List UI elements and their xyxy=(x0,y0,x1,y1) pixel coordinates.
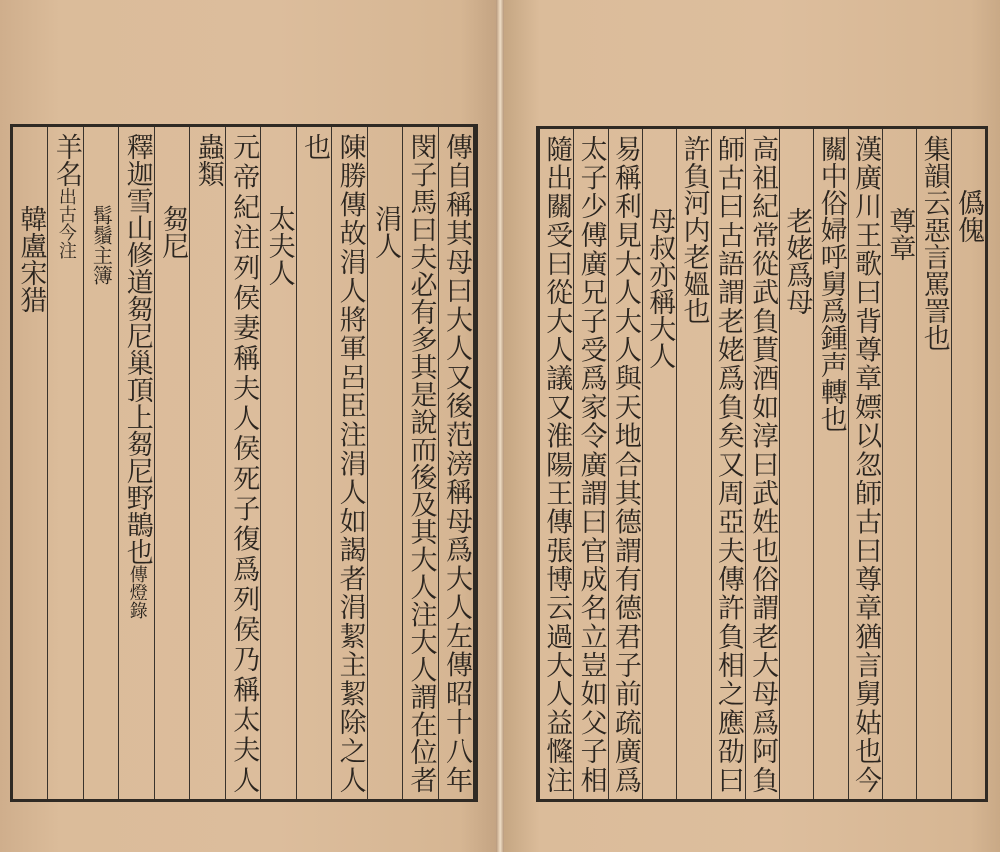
column-text: 蟲類 xyxy=(192,133,224,187)
column-text: 太夫人 xyxy=(263,205,295,286)
column-text: 陳勝傳故涓人將軍呂臣注涓人如謁者涓絜主絜除之人 xyxy=(334,133,366,793)
text-column xyxy=(916,129,950,799)
page-fold xyxy=(496,0,504,852)
column-text: 髯鬚主簿 xyxy=(89,205,114,285)
text-column xyxy=(331,127,366,799)
column-text: 漢廣川王歌曰背尊章嫖以忽師古曰尊章猶言舅姑也今 xyxy=(850,135,882,793)
source-note: 出古今注 xyxy=(55,187,77,259)
column-text: 老姥爲母 xyxy=(781,207,813,315)
column-text: 元帝紀注列侯妻稱夫人侯死子復爲列侯乃稱太夫人 xyxy=(228,133,260,793)
text-column xyxy=(402,127,437,799)
column-text: 許負河内老媼也 xyxy=(678,135,710,324)
entry-heading xyxy=(779,129,813,799)
column-text: 太子少傅廣兄子受爲家令廣謂曰官成名立豈如父子相 xyxy=(575,135,607,793)
text-column xyxy=(813,129,847,799)
column-text: 易稱利見大人大人與天地合其德謂有德君子前疏廣爲 xyxy=(609,135,641,793)
entry-heading xyxy=(367,127,402,799)
text-column xyxy=(711,129,745,799)
column-text: 關中俗婦呼舅爲鍾声轉也 xyxy=(815,135,847,432)
column-text: 高祖紀常從武負貰酒如淳曰武姓也俗謂老大母爲阿負 xyxy=(747,135,779,793)
entry-heading xyxy=(83,127,118,799)
entry-heading xyxy=(13,127,47,799)
text-column xyxy=(848,129,882,799)
section-heading xyxy=(189,127,224,799)
text-column xyxy=(296,127,331,799)
column-text: 集韻云惡言罵詈也 xyxy=(918,135,950,351)
column-text: 也 xyxy=(299,133,331,160)
text-column xyxy=(438,127,473,799)
column-text: 師古曰古語謂老姥爲負矣又周亞夫傳許負相之應劭曰 xyxy=(712,135,744,793)
entry-heading xyxy=(642,129,676,799)
text-column xyxy=(118,127,153,799)
column-text: 韓盧宋猎 xyxy=(15,205,47,313)
entry-heading xyxy=(882,129,916,799)
text-column xyxy=(745,129,779,799)
right-page-frame xyxy=(536,126,988,802)
text-column xyxy=(47,127,82,799)
entry-heading xyxy=(154,127,189,799)
column-text: 傳自稱其母曰大人又後范滂稱母爲大人左傳昭十八年 xyxy=(441,133,472,793)
column-text: 涓人 xyxy=(370,205,402,259)
column-text: 芻尼 xyxy=(157,205,189,259)
text-column xyxy=(608,129,642,799)
column-text: 羊名 xyxy=(50,133,82,187)
source-note: 傳燈錄 xyxy=(126,565,148,619)
column-text: 母叔亦稱大人 xyxy=(644,207,676,369)
text-column xyxy=(573,129,607,799)
column-text: 尊章 xyxy=(884,207,916,261)
column-text: 隨出關受曰從大人議又淮陽王傳張博云過大人益㦕注 xyxy=(541,135,573,793)
column-text: 僞傀 xyxy=(953,189,984,243)
column-text: 釋迦雪山修道芻尼巢頂上芻尼野鵲也 xyxy=(121,133,153,565)
entry-heading xyxy=(951,129,985,799)
text-column xyxy=(676,129,710,799)
text-column xyxy=(225,127,260,799)
left-page-frame xyxy=(10,124,478,802)
entry-heading xyxy=(260,127,295,799)
text-column xyxy=(540,129,573,799)
column-text: 閔子馬曰夫必有多其是說而後及其大人注大人謂在位者 xyxy=(405,133,437,793)
